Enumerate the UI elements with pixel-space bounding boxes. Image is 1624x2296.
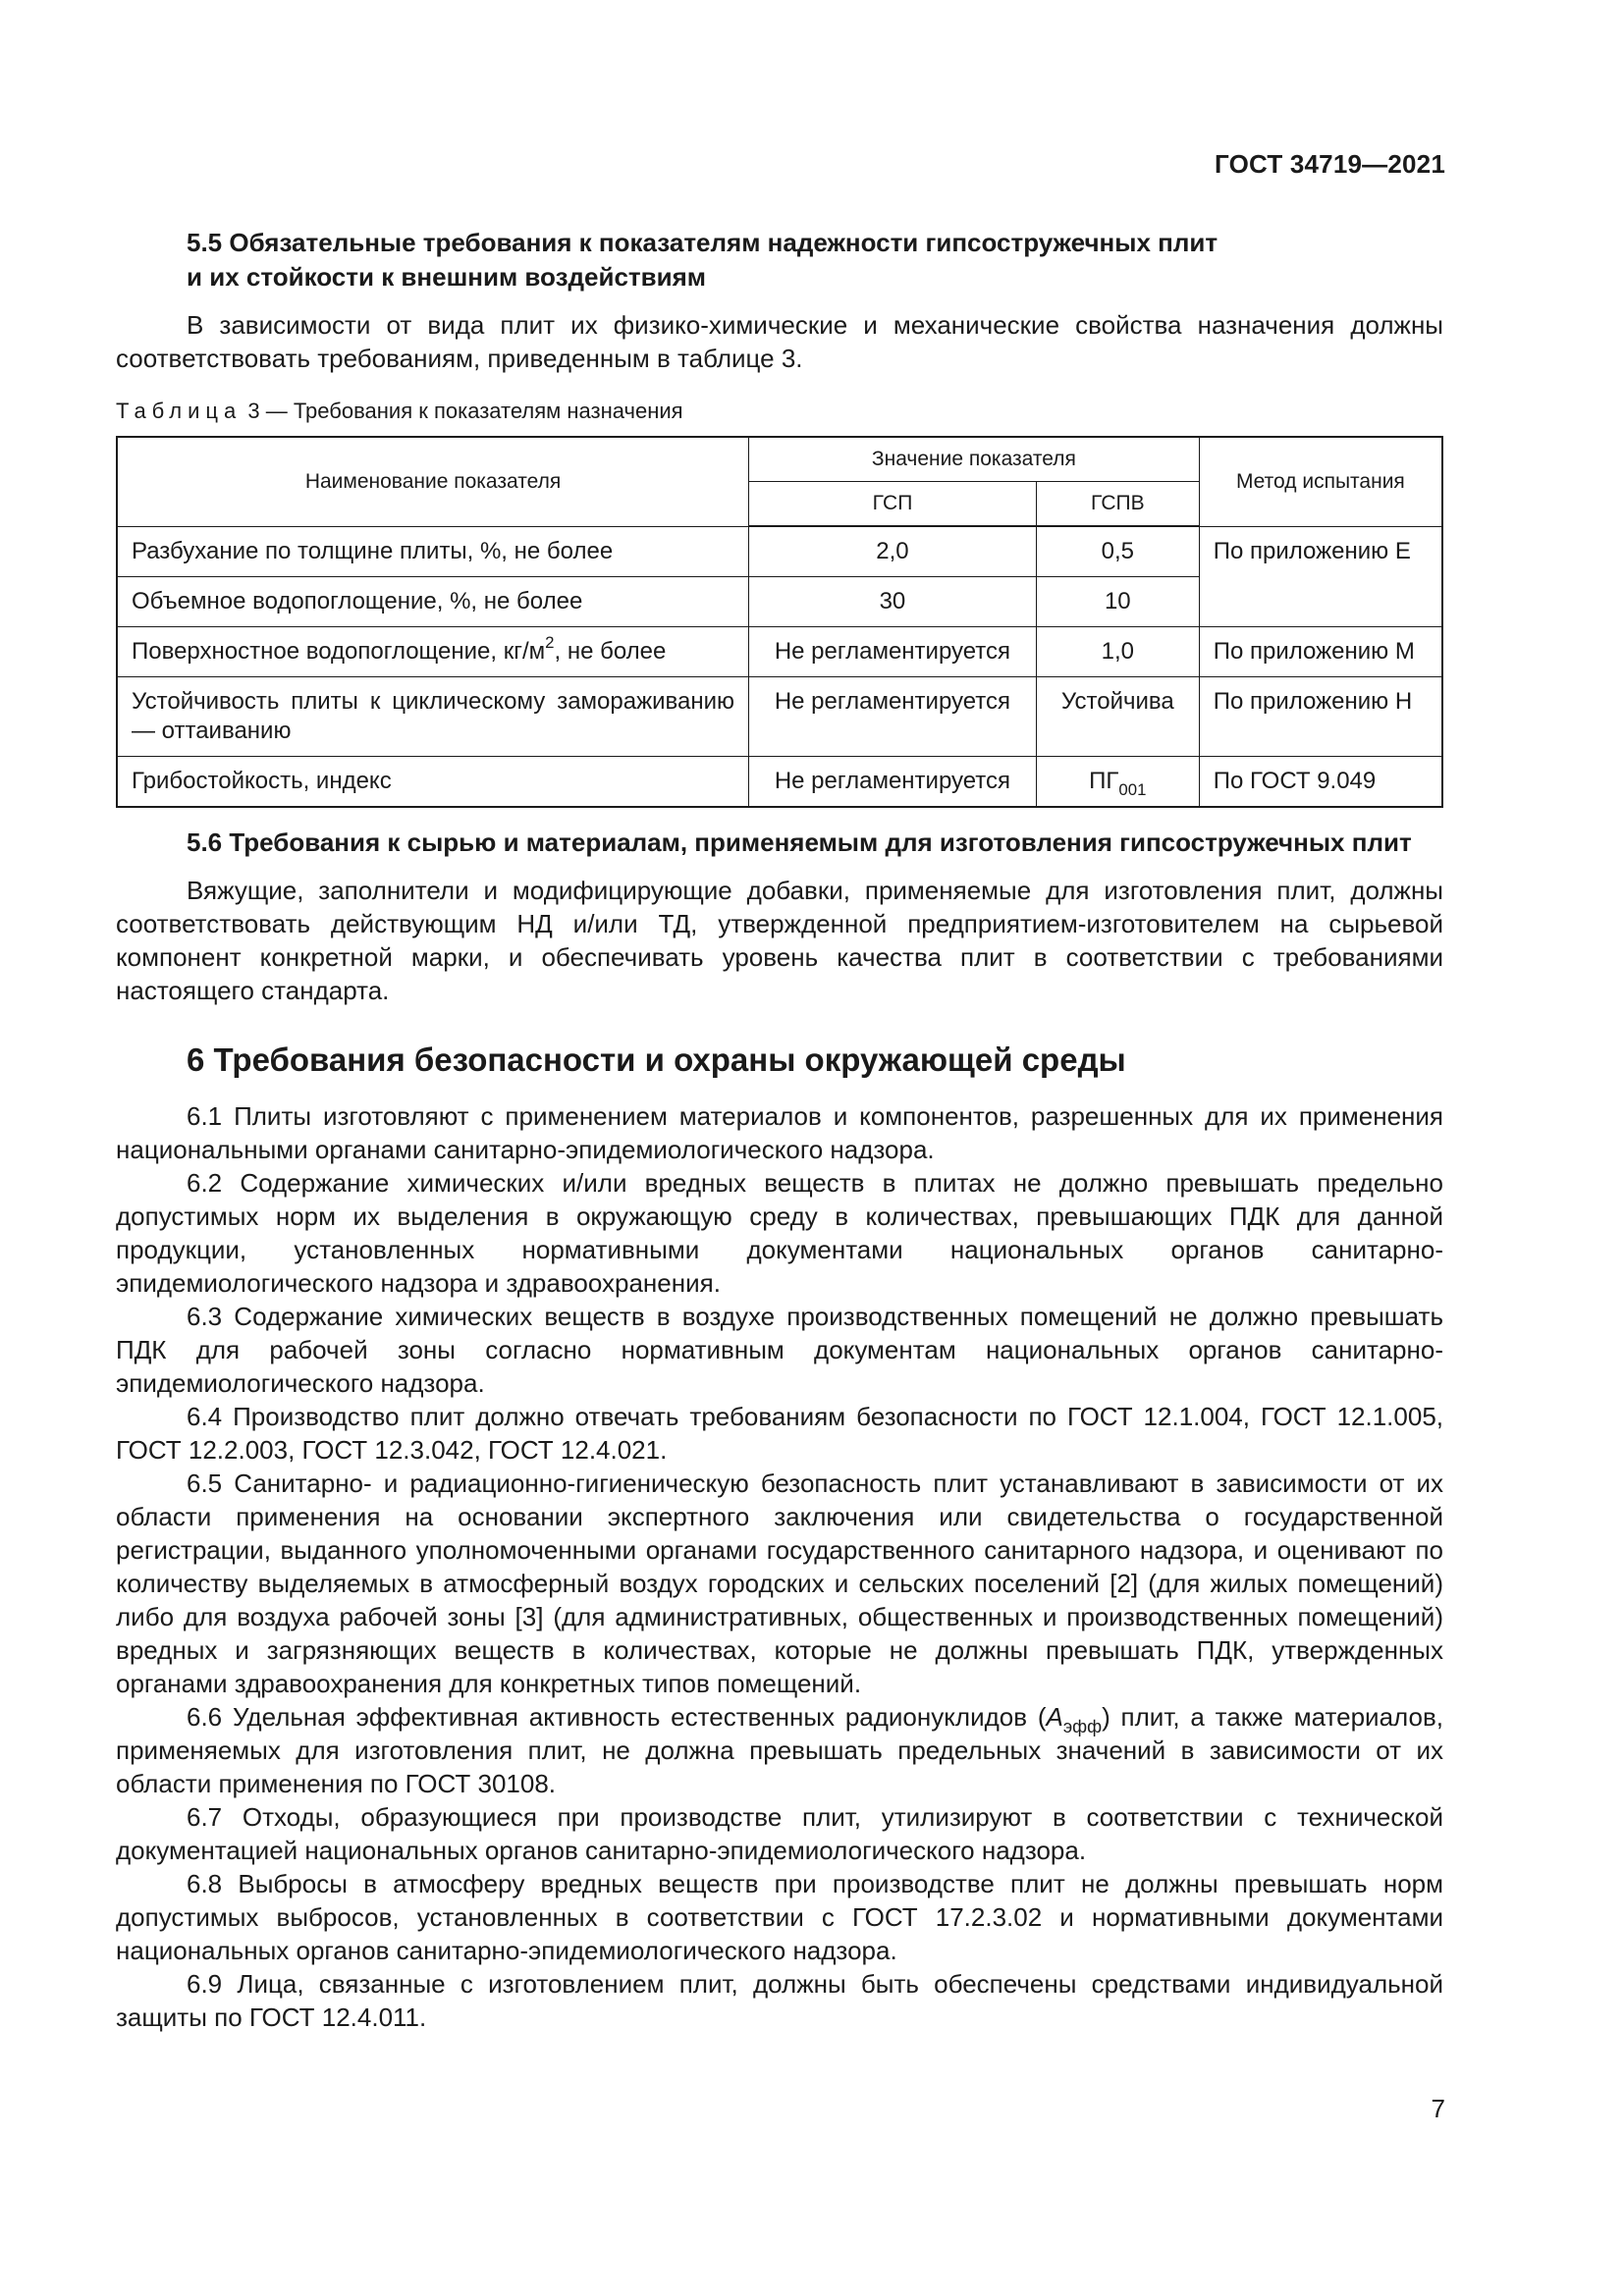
row-name: Разбухание по толщине плиты, %, не более: [117, 526, 749, 577]
row-gspv: 0,5: [1036, 526, 1199, 577]
table-row: [117, 627, 1442, 677]
row-gspv: Устойчива: [1036, 677, 1199, 757]
paragraph-6-9: 6.9 Лица, связанные с изготовлением плит, должны быть обеспечены средствами индивидуальной защиты по ГОСТ 12.4.011.: [116, 1969, 1443, 2032]
table-caption: Таблица 3 — Требования к показателям назначения: [116, 399, 683, 423]
row-method: По ГОСТ 9.049: [1199, 757, 1442, 808]
section-5-6-paragraph: Вяжущие, заполнители и модифицирующие добавки, применяемые для изготовления плит, должны соответствовать действующим НД и/или ТД, утвержденной предприятием-изготовителем на сырьевой компонент конкретной марки, и обеспечивать уровень качества плит в соответствии с требованиями настоящего стандарта.: [116, 876, 1443, 1005]
paragraph-6-1: 6.1 Плиты изготовляют с применением материалов и компонентов, разрешенных для их применения национальными органами санитарно-эпидемиологического надзора.: [116, 1101, 1443, 1164]
document-code-header: ГОСТ 34719—2021: [1215, 149, 1445, 179]
row-gsp: Не регламентируется: [749, 757, 1037, 808]
paragraph-6-3: 6.3 Содержание химических веществ в воздухе производственных помещений не должно превышать ПДК для рабочей зоны согласно нормативным документам национальных органов санитарно-эпидемиологического надзора.: [116, 1302, 1443, 1398]
table-row: [117, 677, 1442, 757]
header-name: Наименование показателя: [117, 437, 749, 526]
row-method-empty: [1199, 577, 1442, 627]
section-5-6: [116, 826, 1443, 1007]
row-gspv: 10: [1036, 577, 1199, 627]
row-gsp: 2,0: [749, 526, 1037, 577]
paragraph-6-4: 6.4 Производство плит должно отвечать требованиям безопасности по ГОСТ 12.1.004, ГОСТ 12.1.005, ГОСТ 12.2.003, ГОСТ 12.3.042, ГОСТ 12.4.021.: [116, 1402, 1443, 1465]
requirements-table: [116, 436, 1443, 808]
row-gsp: Не регламентируется: [749, 627, 1037, 677]
page-number: 7: [1431, 2094, 1445, 2123]
row-gspv: $ПГ_{001}$: [1036, 757, 1199, 808]
row-method: По приложению М: [1199, 627, 1442, 677]
header-value-group: Значение показателя: [749, 437, 1200, 482]
paragraph-6-7: 6.7 Отходы, образующиеся при производстве плит, утилизируют в соответствии с технической документацией национальных органов санитарно-эпидемиологического надзора.: [116, 1802, 1443, 1865]
row-method: По приложению Н: [1199, 677, 1442, 757]
section-5-5-heading: 5.5 Обязательные требования к показателям надежности гипсостружечных плит и их стойкости к внешним воздействиям: [187, 228, 1218, 292]
header-gsp: ГСП: [749, 482, 1037, 527]
header-method: Метод испытания: [1199, 437, 1442, 526]
page-content: [116, 226, 1443, 2034]
row-name: Устойчивость плиты к циклическому замораживанию — оттаиванию: [117, 677, 749, 757]
row-method: По приложению Е: [1199, 526, 1442, 577]
table-row: [117, 577, 1442, 627]
section-5-5: [116, 226, 1443, 375]
row-name: Грибостойкость, индекс: [117, 757, 749, 808]
section-6-heading: 6 Требования безопасности и охраны окружающей среды: [187, 1041, 1126, 1078]
paragraph-6-6: 6.6 Удельная эффективная активность естественных радионуклидов $(А_{эфф})$ плит, а также материалов, применяемых для изготовления плит, не должна превышать предельных значений в зависимости от их области применения по ГОСТ 30108.: [116, 1702, 1443, 1798]
paragraph-6-8: 6.8 Выбросы в атмосферу вредных веществ при производстве плит не должны превышать норм допустимых выбросов, установленных в соответствии с ГОСТ 17.2.3.02 и нормативными документами национальных органов санитарно-эпидемиологического надзора.: [116, 1869, 1443, 1965]
table-row: [117, 757, 1442, 808]
section-6: [116, 1039, 1443, 2034]
paragraph-6-5: 6.5 Санитарно- и радиационно-гигиеническую безопасность плит устанавливают в зависимости от их области применения на основании экспертного заключения или свидетельства о государственной регистрации, выданного уполномоченными органами государственного санитарного надзора, и оценивают по количеству выделяемых в атмосферный воздух городских и сельских поселений [2] (для жилых помещений) либо для воздуха рабочей зоны [3] (для административных, общественных и производственных помещений) вредных и загрязняющих веществ в количествах, которые не должны превышать ПДК, утвержденных органами здравоохранения для конкретных типов помещений.: [116, 1468, 1443, 1698]
row-gsp: Не регламентируется: [749, 677, 1037, 757]
section-5-6-heading: 5.6 Требования к сырью и материалам, применяемым для изготовления гипсостружечных плит: [187, 828, 1412, 857]
row-name: Объемное водопоглощение, %, не более: [117, 577, 749, 627]
row-gsp: 30: [749, 577, 1037, 627]
table-row: [117, 526, 1442, 577]
section-5-5-paragraph: В зависимости от вида плит их физико-химические и механические свойства назначения должны соответствовать требованиям, приведенным в таблице 3.: [116, 310, 1443, 373]
row-name: Поверхностное водопоглощение, $кг/м^2$, не более: [117, 627, 749, 677]
paragraph-6-2: 6.2 Содержание химических и/или вредных веществ в плитах не должно превышать предельно допустимых норм их выделения в окружающую среду в количествах, превышающих ПДК для данной продукции, установленных нормативными документами национальных органов санитарно-эпидемиологического надзора и здравоохранения.: [116, 1168, 1443, 1298]
header-gspv: ГСПВ: [1036, 482, 1199, 527]
row-gspv: 1,0: [1036, 627, 1199, 677]
